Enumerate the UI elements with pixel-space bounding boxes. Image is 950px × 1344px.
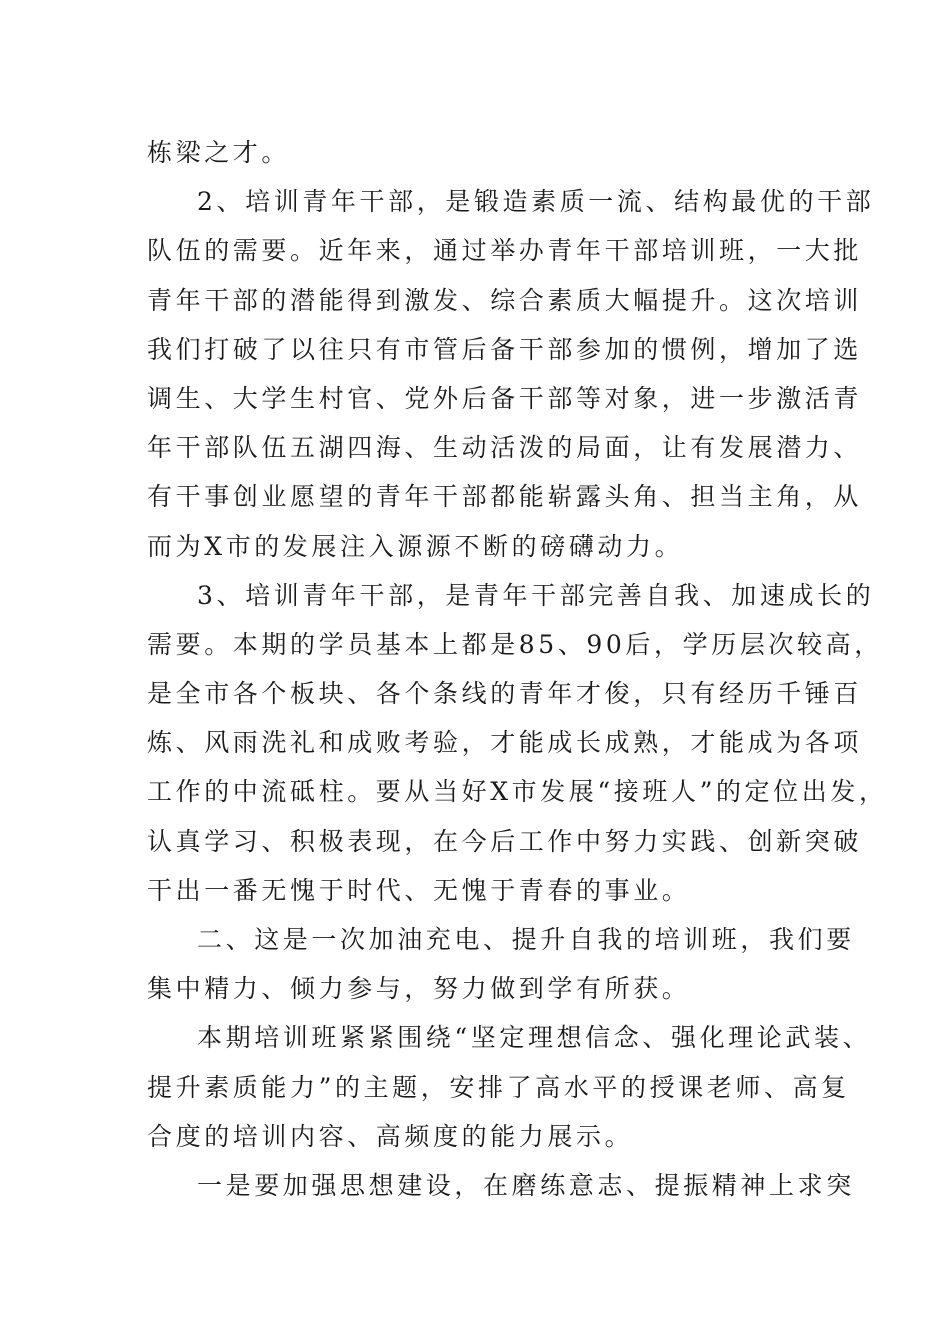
paragraph-first-line: 二、这是一次加油充电、提升自我的培训班，我们要 xyxy=(197,925,855,954)
text-line: 调生、大学生村官、党外后备干部等对象，进一步激活青 xyxy=(147,383,863,413)
text-line: 干出一番无愧于时代、无愧于青春的事业。 xyxy=(147,875,691,905)
text-line: 提升素质能力”的主题，安排了高水平的授课老师、高复 xyxy=(147,1072,850,1102)
text-line: 青年干部的潜能得到激发、综合素质大幅提升。这次培训 xyxy=(147,285,863,315)
text-line: 认真学习、积极表现，在今后工作中努力实践、创新突破 xyxy=(147,826,863,856)
text-line: 炼、风雨洗礼和成败考验，才能成长成熟，才能成为各项 xyxy=(147,728,863,758)
paragraph-first-line: 本期培训班紧紧围绕“坚定理想信念、强化理论武装、 xyxy=(197,1023,872,1053)
text-line: 工作的中流砥柱。要从当好X市发展“接班人”的定位出发， xyxy=(147,777,888,807)
text-line: 年干部队伍五湖四海、生动活泼的局面，让有发展潜力、 xyxy=(147,433,863,463)
paragraph-first-line: 2、培训青年干部，是锻造素质一流、结构最优的干部 xyxy=(197,187,875,217)
text-line: 集中精力、倾力参与，努力做到学有所获。 xyxy=(147,974,691,1004)
text-line: 栋梁之才。 xyxy=(147,138,291,167)
text-line: 有干事创业愿望的青年干部都能崭露头角、担当主角，从 xyxy=(147,482,863,512)
text-line: 需要。本期的学员基本上都是85、90后，学历层次较高， xyxy=(147,629,883,659)
text-line: 合度的培训内容、高频度的能力展示。 xyxy=(147,1121,634,1151)
text-line: 我们打破了以往只有市管后备干部参加的惯例，增加了选 xyxy=(147,334,863,364)
text-line: 队伍的需要。近年来，通过举办青年干部培训班，一大批 xyxy=(147,236,863,266)
text-line: 是全市各个板块、各个条线的青年才俊，只有经历千锤百 xyxy=(147,679,863,709)
paragraph-first-line: 3、培训青年干部，是青年干部完善自我、加速成长的 xyxy=(197,580,875,610)
paragraph-first-line: 一是要加强思想建设，在磨练意志、提振精神上求突 xyxy=(197,1170,855,1200)
document-body xyxy=(147,128,888,1210)
text-line: 而为X市的发展注入源源不断的磅礴动力。 xyxy=(147,531,684,561)
